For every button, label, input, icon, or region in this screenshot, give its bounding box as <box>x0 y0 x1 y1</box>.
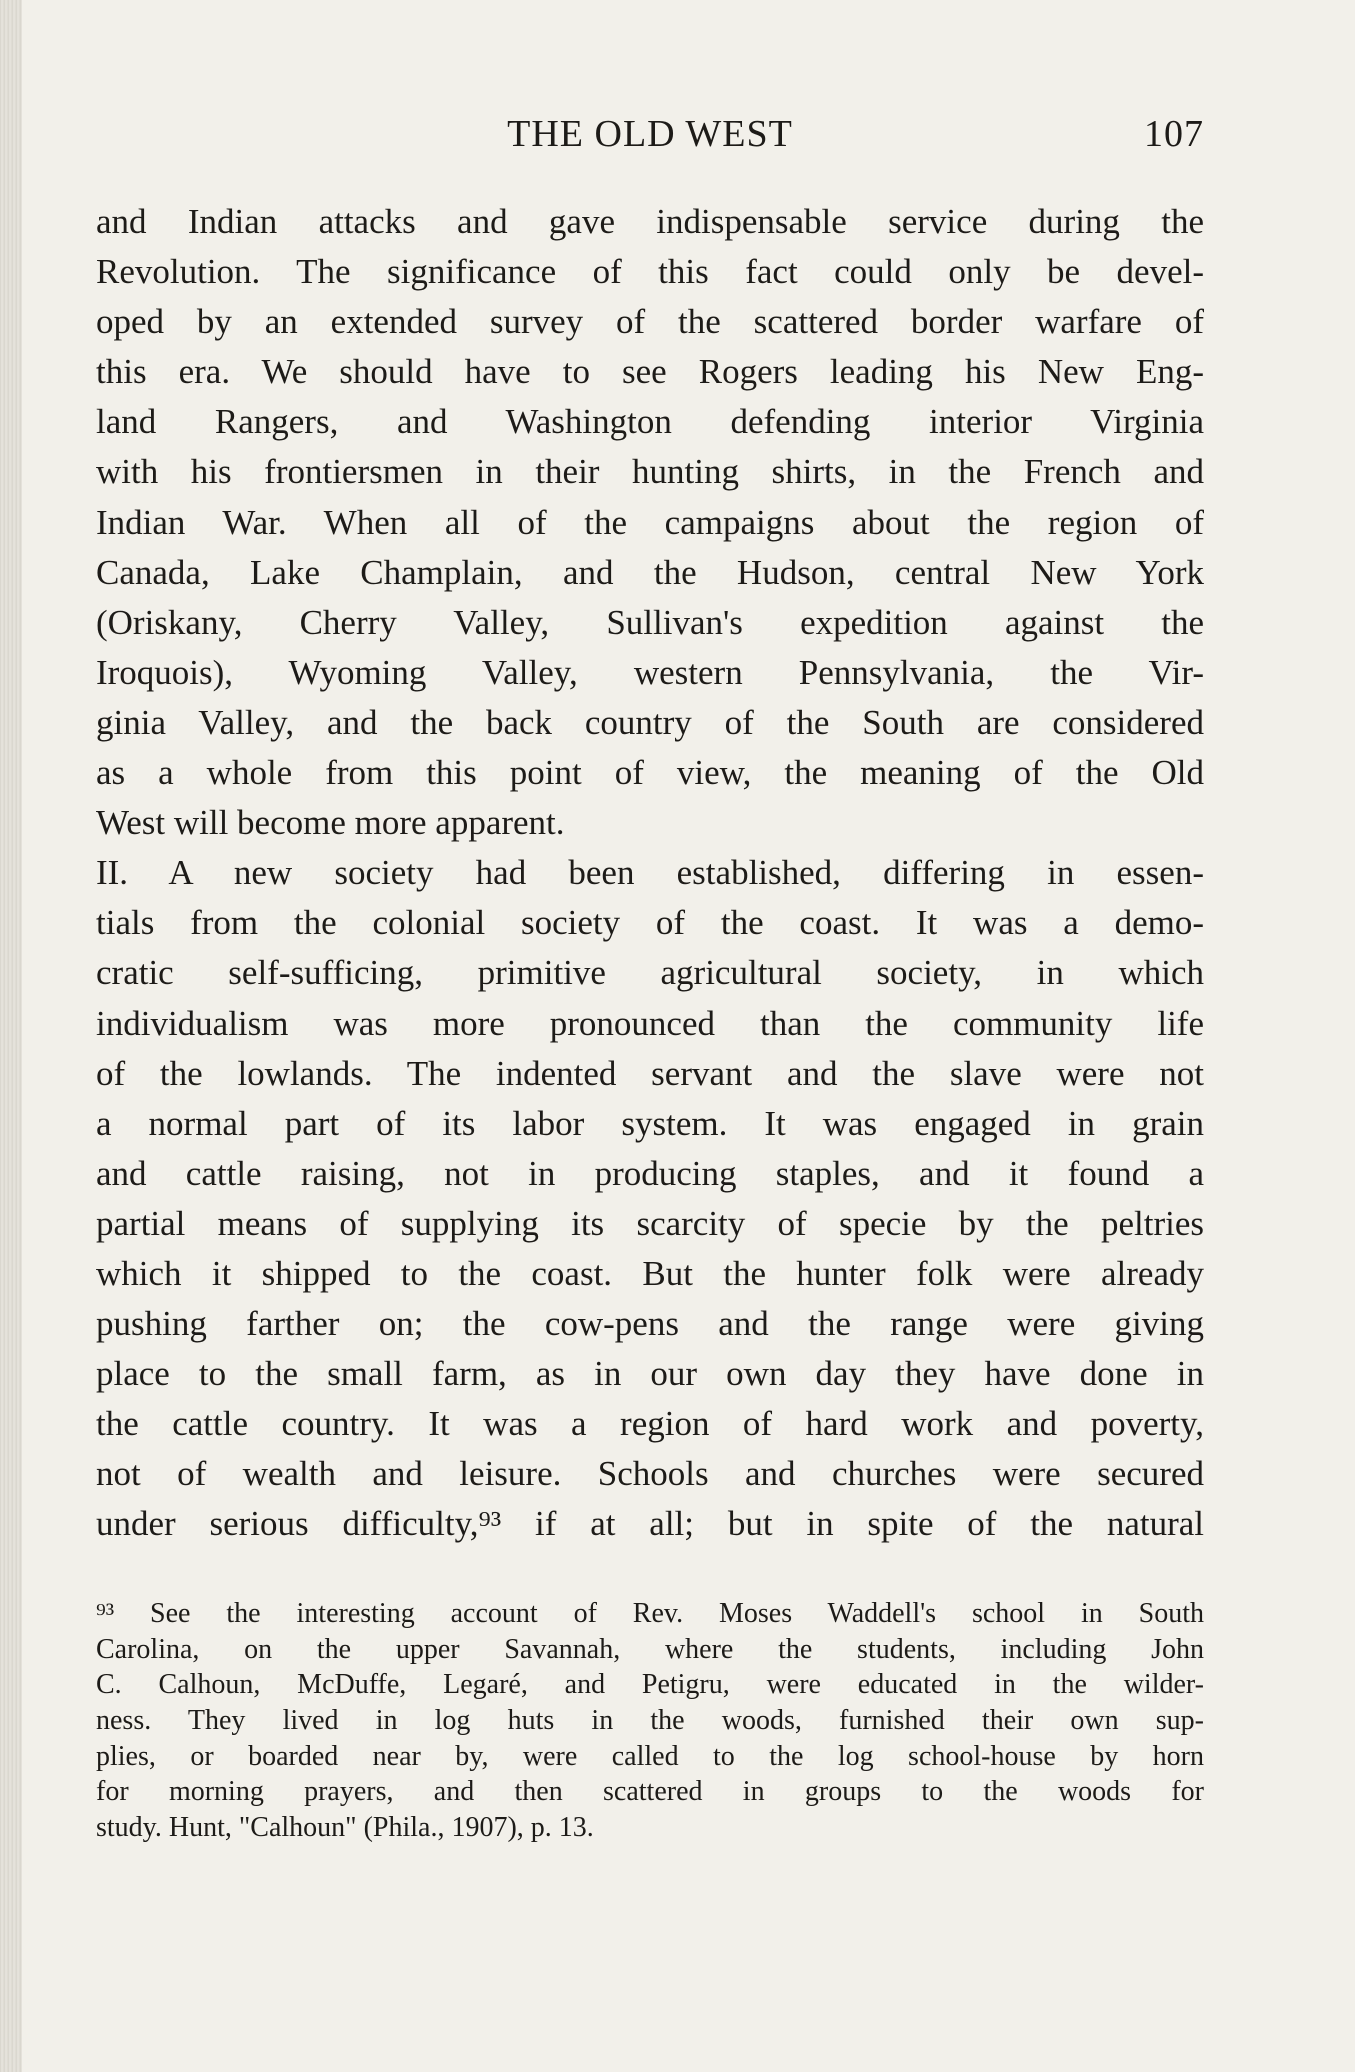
page-number: 107 <box>1144 113 1204 155</box>
text-line: Indian War. When all of the campaigns about the region of <box>96 502 1204 542</box>
footnote-line: for morning prayers, and then scattered in groups to the woods for <box>96 1776 1204 1808</box>
text-line: oped by an extended survey of the scattered border warfare of <box>96 302 1204 342</box>
text-line: the cattle country. It was a region of hard work and poverty, <box>96 1404 1204 1444</box>
footnote-line: ness. They lived in log huts in the woods, furnished their own sup- <box>96 1705 1204 1737</box>
text-line: Revolution. The significance of this fact could only be devel- <box>96 252 1204 292</box>
text-line: a normal part of its labor system. It was engaged in grain <box>96 1103 1204 1143</box>
footnote-line: C. Calhoun, McDuffe, Legaré, and Petigru, were educated in the wilder- <box>96 1669 1204 1701</box>
footnote-line: ⁹³ See the interesting account of Rev. Moses Waddell's school in South <box>96 1598 1204 1629</box>
text-line: partial means of supplying its scarcity of specie by the peltries <box>96 1203 1204 1243</box>
text-line: West will become more apparent. <box>96 803 565 843</box>
text-line: II. A new society had been established, differing in essen- <box>96 853 1204 893</box>
text-line: and cattle raising, not in producing staples, and it found a <box>96 1153 1204 1193</box>
text-line: which it shipped to the coast. But the hunter folk were already <box>96 1253 1204 1293</box>
running-title: THE OLD WEST <box>507 113 793 155</box>
text-line: under serious difficulty,⁹³ if at all; but in spite of the natural <box>96 1504 1204 1544</box>
text-line: cratic self-sufficing, primitive agricultural society, in which <box>96 953 1204 993</box>
running-head <box>96 112 1204 162</box>
text-line: individualism was more pronounced than the community life <box>96 1003 1204 1043</box>
text-line: land Rangers, and Washington defending interior Virginia <box>96 402 1204 442</box>
text-line: and Indian attacks and gave indispensable service during the <box>96 202 1204 241</box>
text-line: Iroquois), Wyoming Valley, western Pennsylvania, the Vir- <box>96 652 1204 692</box>
text-line: ginia Valley, and the back country of the South are considered <box>96 702 1204 742</box>
text-line: as a whole from this point of view, the meaning of the Old <box>96 753 1204 793</box>
text-line: with his frontiersmen in their hunting shirts, in the French and <box>96 452 1204 492</box>
text-line: this era. We should have to see Rogers leading his New Eng- <box>96 352 1204 392</box>
text-line: (Oriskany, Cherry Valley, Sullivan's expedition against the <box>96 602 1204 642</box>
text-line: place to the small farm, as in our own day they have done in <box>96 1354 1204 1394</box>
text-line: not of wealth and leisure. Schools and churches were secured <box>96 1454 1204 1494</box>
footnote <box>96 1596 1204 1846</box>
body-text <box>96 197 1204 1550</box>
text-line: of the lowlands. The indented servant and the slave were not <box>96 1053 1204 1093</box>
text-line: tials from the colonial society of the coast. It was a demo- <box>96 903 1204 943</box>
text-line: pushing farther on; the cow-pens and the range were giving <box>96 1304 1204 1344</box>
text-line: Canada, Lake Champlain, and the Hudson, central New York <box>96 552 1204 592</box>
footnote-line: plies, or boarded near by, were called to the log school-house by horn <box>96 1740 1204 1772</box>
footnote-line: study. Hunt, "Calhoun" (Phila., 1907), p. 13. <box>96 1812 594 1844</box>
footnote-line: Carolina, on the upper Savannah, where the students, including John <box>96 1633 1204 1665</box>
